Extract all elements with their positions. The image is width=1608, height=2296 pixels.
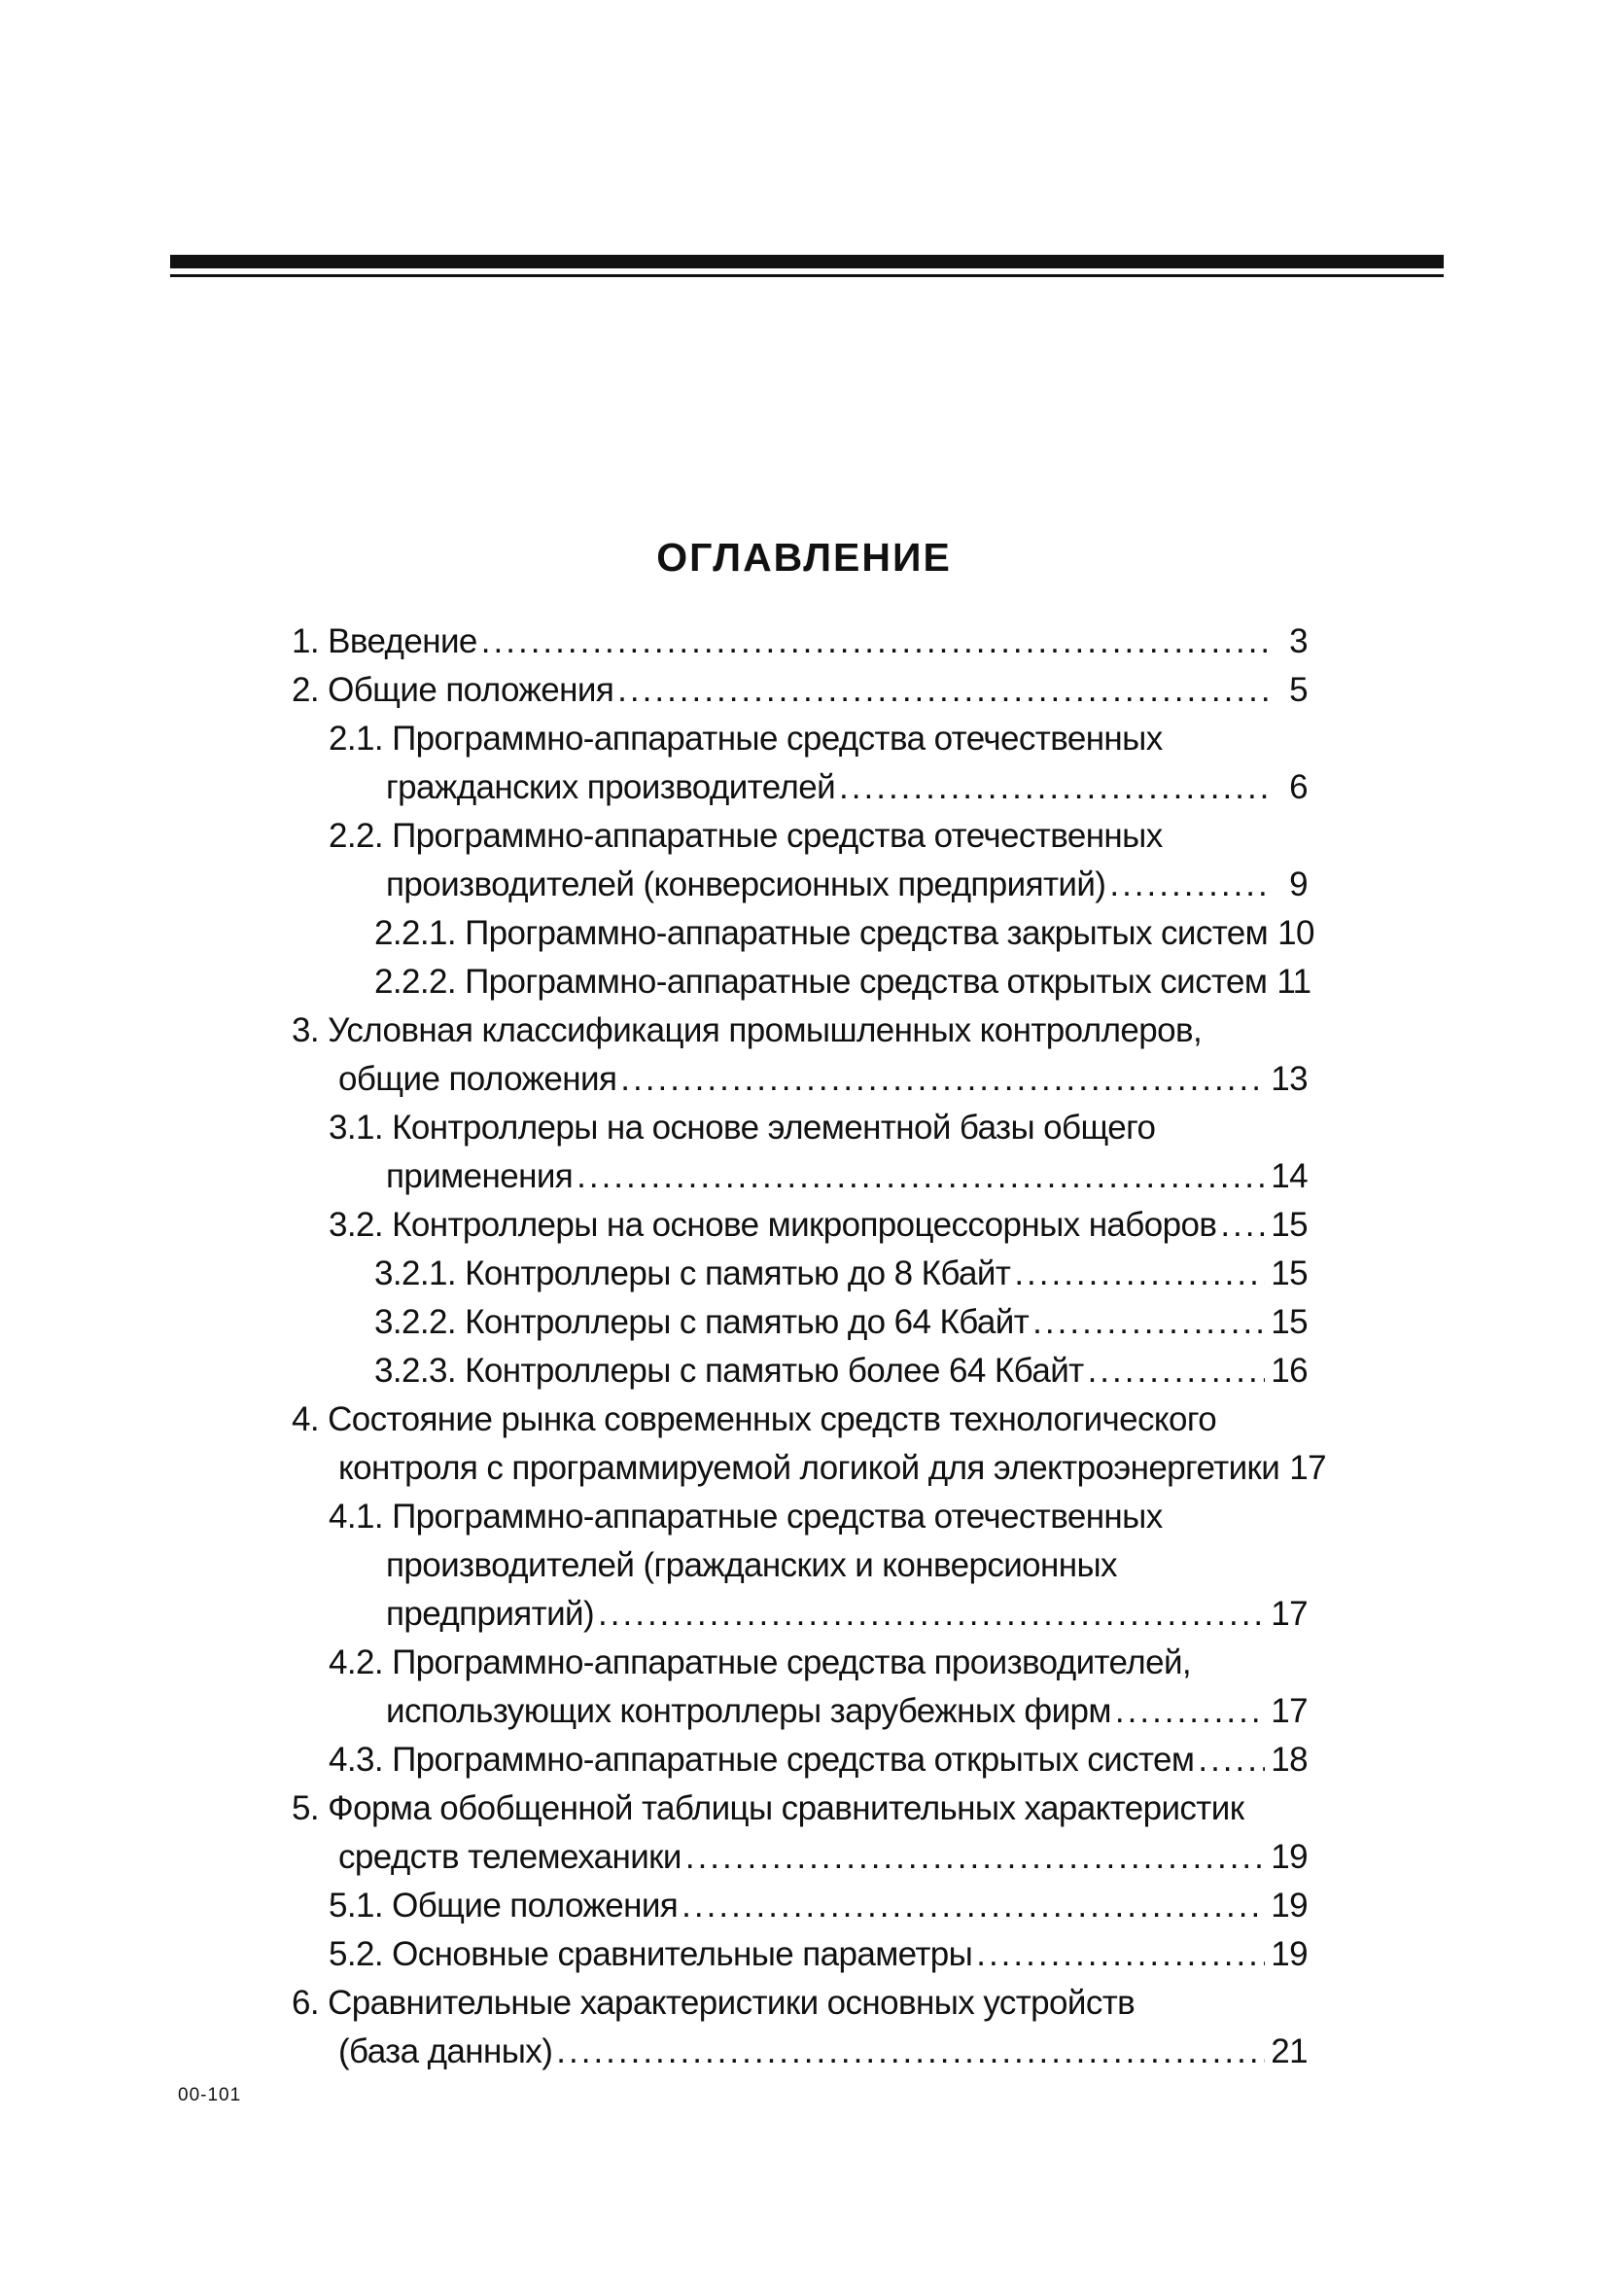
- toc-entry-title: производителей (конверсионных предприятий): [386, 865, 1109, 904]
- toc-entry-title: 3.1. Контроллеры на основе элементной базы общего: [329, 1109, 1159, 1148]
- toc-entry-title: производителей (гражданских и конверсионных: [386, 1546, 1121, 1585]
- toc-page-number: 10: [1277, 914, 1314, 952]
- toc-dot-leader: [617, 671, 1269, 710]
- toc-entry-title: 6. Сравнительные характеристики основных устройств: [292, 1984, 1138, 2023]
- toc-entry: [329, 1498, 1308, 1546]
- toc-entry: [292, 622, 1308, 671]
- toc-entry: [338, 1060, 1308, 1109]
- toc-entry-title: гражданских производителей: [386, 768, 839, 807]
- toc-entry-title: 4.1. Программно-аппаратные средства отечественных: [329, 1498, 1167, 1537]
- toc-dot-leader: [620, 1060, 1265, 1099]
- toc-entry-title: 2.2. Программно-аппаратные средства отечественных: [329, 817, 1167, 856]
- toc-entry: [338, 1838, 1308, 1887]
- toc-page-number: 3: [1289, 622, 1308, 660]
- toc-page-number: 19: [1271, 1887, 1308, 1925]
- toc-entry: [374, 963, 1311, 1011]
- toc-dot-leader: [685, 1838, 1265, 1877]
- toc-page-number: 11: [1276, 963, 1311, 1001]
- toc-entry: [292, 1011, 1308, 1060]
- toc-entry: [329, 720, 1308, 768]
- toc-entry-title: применения: [386, 1157, 577, 1196]
- toc-page-number: 5: [1289, 671, 1308, 709]
- toc-entry: [386, 865, 1308, 914]
- toc-page-number: 17: [1271, 1692, 1308, 1730]
- toc-entry-title: 4.3. Программно-аппаратные средства открытых систем: [329, 1741, 1198, 1780]
- toc-dot-leader: [556, 2032, 1265, 2071]
- toc-entry-title: контроля с программируемой логикой для электроэнергетики: [338, 1449, 1283, 1488]
- footer-code: 00-101: [178, 2085, 242, 2105]
- header-rule-thin: [170, 274, 1444, 277]
- toc-entry: [374, 1254, 1308, 1303]
- toc-entry-title: 2. Общие положения: [292, 671, 617, 710]
- toc-entry-title: 4.2. Программно-аппаратные средства производителей,: [329, 1643, 1195, 1682]
- toc-entry: [374, 1303, 1308, 1352]
- toc-page-number: 17: [1289, 1449, 1326, 1487]
- toc-page-number: 15: [1271, 1254, 1308, 1292]
- toc-entry-title: 1. Введение: [292, 622, 481, 661]
- toc-entry-title: предприятий): [386, 1595, 598, 1634]
- toc-entry: [386, 1692, 1308, 1741]
- toc-entry-title: использующих контроллеры зарубежных фирм: [386, 1692, 1115, 1731]
- toc-entry: [386, 1546, 1308, 1595]
- toc-entry-title: 3.2.1. Контроллеры с памятью до 8 Кбайт: [374, 1254, 1014, 1293]
- toc-dot-leader: [1198, 1741, 1265, 1780]
- toc-entry-title: 4. Состояние рынка современных средств технологического: [292, 1400, 1220, 1439]
- toc-page-number: 16: [1271, 1352, 1308, 1390]
- toc-entry-title: 2.1. Программно-аппаратные средства отечественных: [329, 720, 1167, 759]
- toc-page-number: 17: [1271, 1595, 1308, 1633]
- toc-entry: [329, 1935, 1308, 1984]
- toc-dot-leader: [598, 1595, 1265, 1634]
- toc-entry-title: 3.2.2. Контроллеры с памятью до 64 Кбайт: [374, 1303, 1032, 1342]
- toc-entry-title: 2.2.2. Программно-аппаратные средства открытых систем: [374, 963, 1271, 1002]
- toc-entry: [386, 1157, 1308, 1206]
- header-rule-thick: [170, 255, 1444, 268]
- toc-entry-title: 5.1. Общие положения: [329, 1887, 682, 1925]
- toc-dot-leader: [577, 1157, 1265, 1196]
- toc-page-number: 15: [1271, 1303, 1308, 1341]
- toc-entry: [292, 1789, 1308, 1838]
- toc-entry: [329, 1887, 1308, 1935]
- toc-dot-leader: [1220, 1206, 1265, 1245]
- toc-entry-title: 5. Форма обобщенной таблицы сравнительных характеристик: [292, 1789, 1247, 1828]
- toc-entry-title: 3. Условная классификация промышленных контроллеров,: [292, 1011, 1206, 1050]
- toc-entry: [338, 1449, 1326, 1498]
- toc-entry-title: средств телемеханики: [338, 1838, 685, 1877]
- toc-entry-title: общие положения: [338, 1060, 620, 1099]
- toc-entry-title: 2.2.1. Программно-аппаратные средства закрытых систем: [374, 914, 1272, 953]
- toc-page-number: 14: [1271, 1157, 1308, 1195]
- toc-entry-title: (база данных): [338, 2032, 556, 2071]
- toc-entry: [329, 1206, 1308, 1254]
- toc-entry: [338, 2032, 1308, 2081]
- toc-page-number: 13: [1271, 1060, 1308, 1098]
- toc-dot-leader: [976, 1935, 1265, 1974]
- toc-entry: [329, 1109, 1308, 1157]
- toc-entry: [329, 817, 1308, 865]
- toc-dot-leader: [1014, 1254, 1265, 1293]
- toc-page-number: 15: [1271, 1206, 1308, 1244]
- toc-entry: [292, 671, 1308, 720]
- toc-page-number: 9: [1289, 865, 1308, 903]
- toc-page-number: 19: [1271, 1838, 1308, 1876]
- toc-page-number: 6: [1289, 768, 1308, 806]
- toc-entry: [386, 1595, 1308, 1643]
- toc-entry-title: 3.2.3. Контроллеры с памятью более 64 Кбайт: [374, 1352, 1088, 1391]
- toc-dot-leader: [1088, 1352, 1266, 1391]
- toc-entry: [292, 1400, 1308, 1449]
- toc-page-number: 21: [1271, 2032, 1308, 2070]
- page-title: ОГЛАВЛЕНИЕ: [656, 535, 952, 580]
- toc-entry: [329, 1643, 1308, 1692]
- toc-entry: [292, 1984, 1308, 2032]
- toc-entry-title: 3.2. Контроллеры на основе микропроцессорных наборов: [329, 1206, 1220, 1245]
- toc-dot-leader: [481, 622, 1269, 661]
- toc-entry: [374, 914, 1314, 963]
- toc-page-number: 19: [1271, 1935, 1308, 1973]
- toc-entry: [329, 1741, 1308, 1789]
- toc-entry: [374, 1352, 1308, 1400]
- toc-entry: [386, 768, 1308, 817]
- toc-dot-leader: [1115, 1692, 1265, 1731]
- toc-dot-leader: [1109, 865, 1269, 904]
- toc-entry-title: 5.2. Основные сравнительные параметры: [329, 1935, 976, 1974]
- toc-dot-leader: [839, 768, 1269, 807]
- toc-dot-leader: [682, 1887, 1265, 1925]
- toc-page-number: 18: [1271, 1741, 1308, 1779]
- toc-dot-leader: [1032, 1303, 1265, 1342]
